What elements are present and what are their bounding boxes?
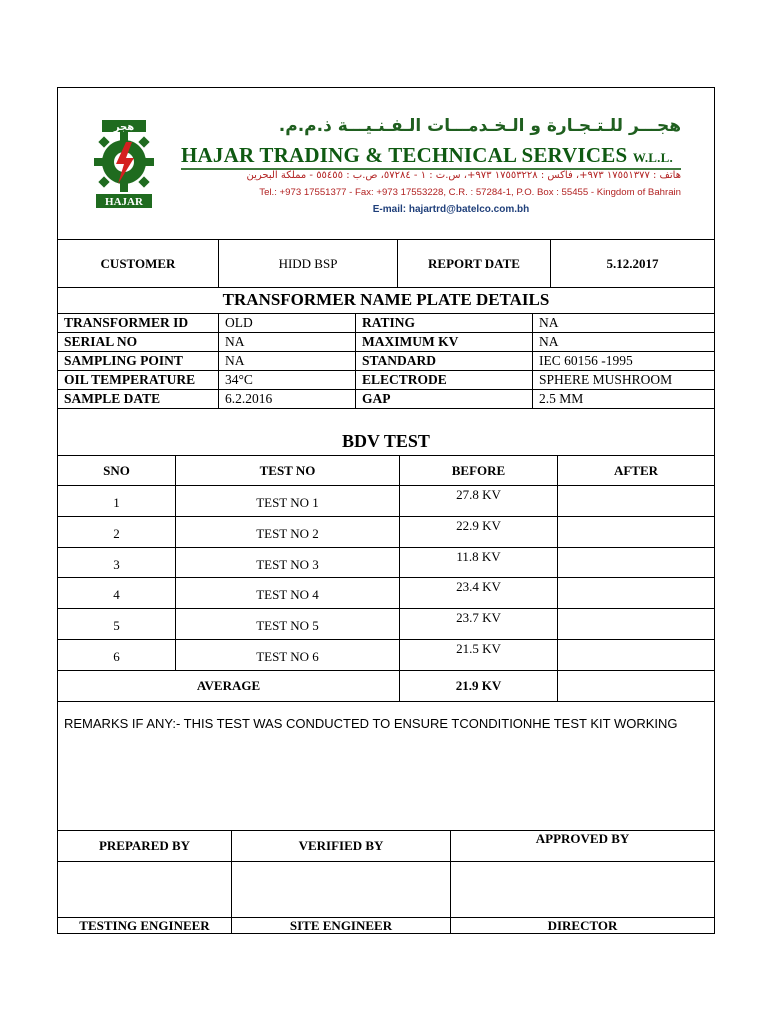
bdv-after xyxy=(557,609,714,639)
bdv-header-test-no: TEST NO xyxy=(175,456,399,485)
prepared-by-label: PREPARED BY xyxy=(98,838,191,853)
prepared-signature xyxy=(58,862,231,917)
bdv-before: 21.5 KV xyxy=(399,640,557,670)
average-after xyxy=(557,671,714,701)
company-suffix: W.L.L. xyxy=(632,150,673,165)
bdv-before: 11.8 KV xyxy=(399,548,557,577)
average-value: 21.9 KV xyxy=(399,671,557,701)
nameplate-value: OLD xyxy=(218,314,355,332)
bdv-test-no: TEST NO 3 xyxy=(175,548,399,577)
bdv-sno: 3 xyxy=(113,556,120,572)
bdv-after xyxy=(557,486,714,516)
nameplate-label: ELECTRODE xyxy=(355,371,532,389)
bdv-test-no: TEST NO 1 xyxy=(175,486,399,516)
bdv-test-no: TEST NO 5 xyxy=(175,609,399,639)
logo-arabic-text: هجر xyxy=(113,122,135,133)
report-date-label: REPORT DATE xyxy=(397,240,550,287)
report-frame xyxy=(57,87,715,934)
nameplate-row xyxy=(58,313,714,332)
approved-by-label: APPROVED BY xyxy=(450,831,714,861)
average-row xyxy=(58,670,714,701)
table-row xyxy=(58,577,714,608)
company-logo xyxy=(88,118,160,210)
company-name xyxy=(181,143,673,168)
nameplate-row xyxy=(58,332,714,351)
letterhead xyxy=(58,88,714,239)
remarks-row xyxy=(58,701,714,830)
bdv-title: BDV TEST xyxy=(342,431,430,451)
bdv-after xyxy=(557,578,714,608)
arabic-contact-line: هاتف : ١٧٥٥١٣٧٧ ٩٧٣+، فاكس : ١٧٥٥٣٢٢٨ ٩٧٣+، س.ت : ١ - ٥٧٢٨٤، ص.ب : ٥٥٤٥٥ - مملكة البحرين xyxy=(246,170,681,181)
nameplate-row xyxy=(58,370,714,389)
nameplate-label: STANDARD xyxy=(355,352,532,370)
bdv-after xyxy=(557,548,714,577)
report-date-value: 5.12.2017 xyxy=(550,240,714,287)
table-row xyxy=(58,516,714,547)
signoff-header-row xyxy=(58,830,714,861)
nameplate-label: SERIAL NO xyxy=(64,334,138,349)
bdv-header-after: AFTER xyxy=(557,456,714,485)
approved-signature xyxy=(450,862,714,917)
nameplate-value: NA xyxy=(532,314,714,332)
nameplate-row xyxy=(58,389,714,408)
verified-by-label: VERIFIED BY xyxy=(231,831,450,861)
nameplate-value: 2.5 MM xyxy=(532,390,714,408)
nameplate-label: MAXIMUM KV xyxy=(355,333,532,351)
logo-latin-text: HAJAR xyxy=(105,196,143,208)
summary-row xyxy=(58,239,714,287)
nameplate-value: NA xyxy=(218,333,355,351)
nameplate-label: GAP xyxy=(355,390,532,408)
site-engineer-label: SITE ENGINEER xyxy=(231,918,450,933)
customer-label: CUSTOMER xyxy=(100,255,176,271)
company-name-text: HAJAR TRADING & TECHNICAL SERVICES xyxy=(181,143,628,167)
nameplate-title: TRANSFORMER NAME PLATE DETAILS xyxy=(222,290,550,309)
testing-engineer-label: TESTING ENGINEER xyxy=(79,917,210,933)
bdv-before: 23.7 KV xyxy=(399,609,557,639)
nameplate-value: NA xyxy=(532,333,714,351)
bdv-sno: 2 xyxy=(113,526,120,541)
bdv-test-no: TEST NO 6 xyxy=(175,640,399,670)
bdv-sno: 6 xyxy=(113,649,120,664)
nameplate-value: SPHERE MUSHROOM xyxy=(532,371,714,389)
nameplate-label: SAMPLE DATE xyxy=(64,391,161,406)
average-label: AVERAGE xyxy=(196,678,261,693)
bdv-test-no: TEST NO 2 xyxy=(175,517,399,547)
bdv-before: 23.4 KV xyxy=(399,578,557,608)
bdv-after xyxy=(557,640,714,670)
bdv-header-sno: SNO xyxy=(103,462,130,478)
table-row xyxy=(58,639,714,670)
nameplate-row xyxy=(58,351,714,370)
email-line: E-mail: hajartrd@batelco.com.bh xyxy=(372,204,530,215)
remarks-text: REMARKS IF ANY:- THIS TEST WAS CONDUCTED TO ENSURE TCONDITIONHE TEST KIT WORKING xyxy=(64,716,678,731)
nameplate-label: RATING xyxy=(355,314,532,332)
bdv-before: 27.8 KV xyxy=(399,486,557,516)
nameplate-value: NA xyxy=(218,352,355,370)
signature-row xyxy=(58,861,714,917)
bdv-sno: 4 xyxy=(113,587,120,602)
bdv-header-row xyxy=(58,455,714,485)
contact-line: Tel.: +973 17551377 - Fax: +973 17553228, C.R. : 57284-1, P.O. Box : 55455 - Kingdom of Bahrain xyxy=(259,187,681,198)
nameplate-title-row xyxy=(58,287,714,313)
bdv-test-no: TEST NO 4 xyxy=(175,578,399,608)
nameplate-label: SAMPLING POINT xyxy=(64,353,183,368)
verified-signature xyxy=(231,862,450,917)
bdv-before: 22.9 KV xyxy=(399,517,557,547)
table-row xyxy=(58,608,714,639)
bdv-sno: 5 xyxy=(113,618,120,633)
nameplate-label: TRANSFORMER ID xyxy=(64,315,189,330)
bdv-title-row xyxy=(58,408,714,455)
arabic-company-name: هجـــر للـتـجـارة و الـخـدمـــات الـفـنـيـــة ذ.م.م. xyxy=(278,116,681,136)
bdv-header-before: BEFORE xyxy=(399,456,557,485)
nameplate-value: IEC 60156 -1995 xyxy=(532,352,714,370)
roles-row xyxy=(58,917,714,933)
table-row xyxy=(58,547,714,577)
director-label: DIRECTOR xyxy=(450,918,714,933)
customer-value: HIDD BSP xyxy=(218,240,397,287)
bdv-sno: 1 xyxy=(113,495,120,510)
nameplate-value: 6.2.2016 xyxy=(218,390,355,408)
nameplate-label: OIL TEMPERATURE xyxy=(64,372,196,387)
bdv-after xyxy=(557,517,714,547)
table-row xyxy=(58,485,714,516)
nameplate-value: 34°C xyxy=(218,371,355,389)
